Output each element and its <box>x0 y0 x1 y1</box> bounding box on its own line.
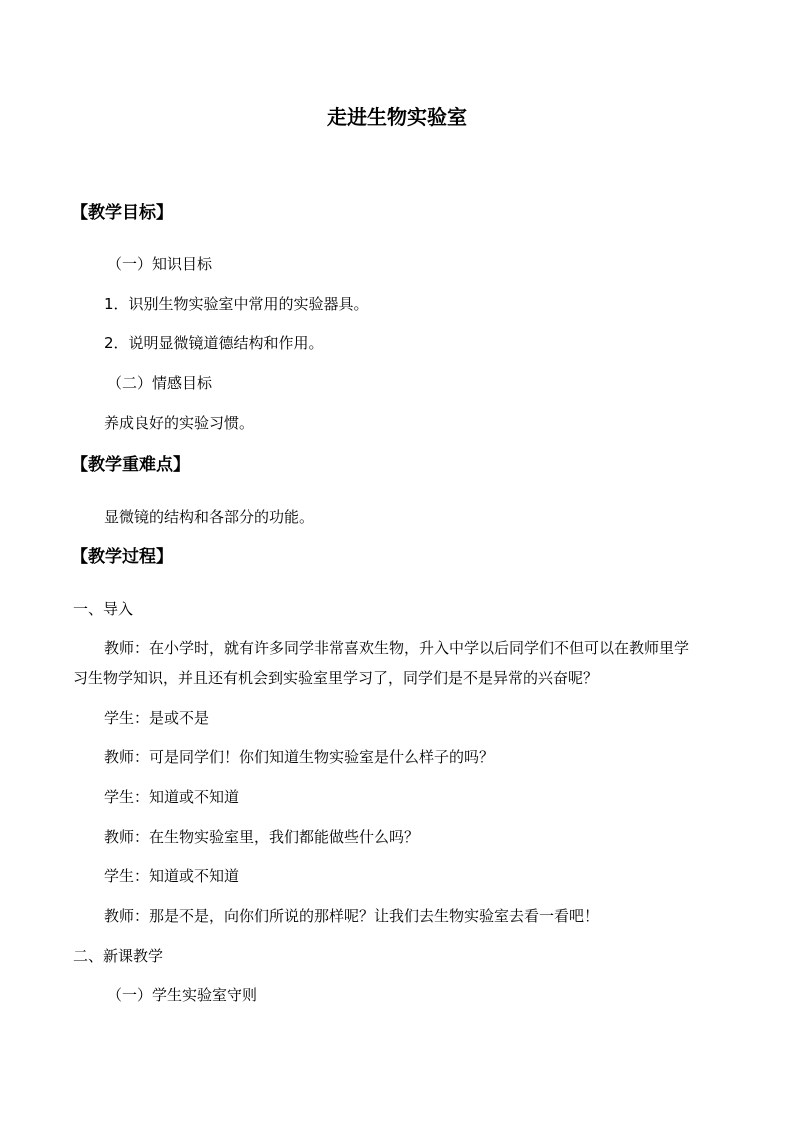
new-lesson-subheading: （一）学生实验室守则 <box>107 986 258 1004</box>
emotion-text: 养成良好的实验习惯。 <box>104 414 255 432</box>
knowledge-item-1: 1．识别生物实验室中常用的实验器具。 <box>104 295 369 313</box>
dialogue-line-3: 学生：是或不是 <box>104 709 210 727</box>
section-heading-key-points: 【教学重难点】 <box>71 455 190 475</box>
knowledge-item-2: 2．说明显微镜道德结构和作用。 <box>104 334 324 352</box>
dialogue-line-2: 习生物学知识，并且还有机会到实验室里学习了，同学们是不是异常的兴奋呢？ <box>73 669 599 687</box>
section-heading-objectives: 【教学目标】 <box>71 203 173 223</box>
section-heading-process: 【教学过程】 <box>71 547 173 567</box>
dialogue-line-1: 教师：在小学时，就有许多同学非常喜欢生物，升入中学以后同学们不但可以在教师里学 <box>104 639 690 657</box>
key-points-text: 显微镜的结构和各部分的功能。 <box>104 508 315 526</box>
document-title: 走进生物实验室 <box>327 105 467 129</box>
subheading-emotion: （二）情感目标 <box>107 374 213 392</box>
dialogue-line-7: 学生：知道或不知道 <box>104 867 240 885</box>
subheading-knowledge: （一）知识目标 <box>107 255 213 273</box>
intro-heading: 一、导入 <box>73 600 134 618</box>
dialogue-line-5: 学生：知道或不知道 <box>104 788 240 806</box>
new-lesson-heading: 二、新课教学 <box>73 947 164 965</box>
dialogue-line-8: 教师：那是不是，向你们所说的那样呢？让我们去生物实验室去看一看吧！ <box>104 907 600 925</box>
dialogue-line-4: 教师：可是同学们！你们知道生物实验室是什么样子的吗？ <box>104 748 495 766</box>
dialogue-line-6: 教师：在生物实验室里，我们都能做些什么吗？ <box>104 828 420 846</box>
